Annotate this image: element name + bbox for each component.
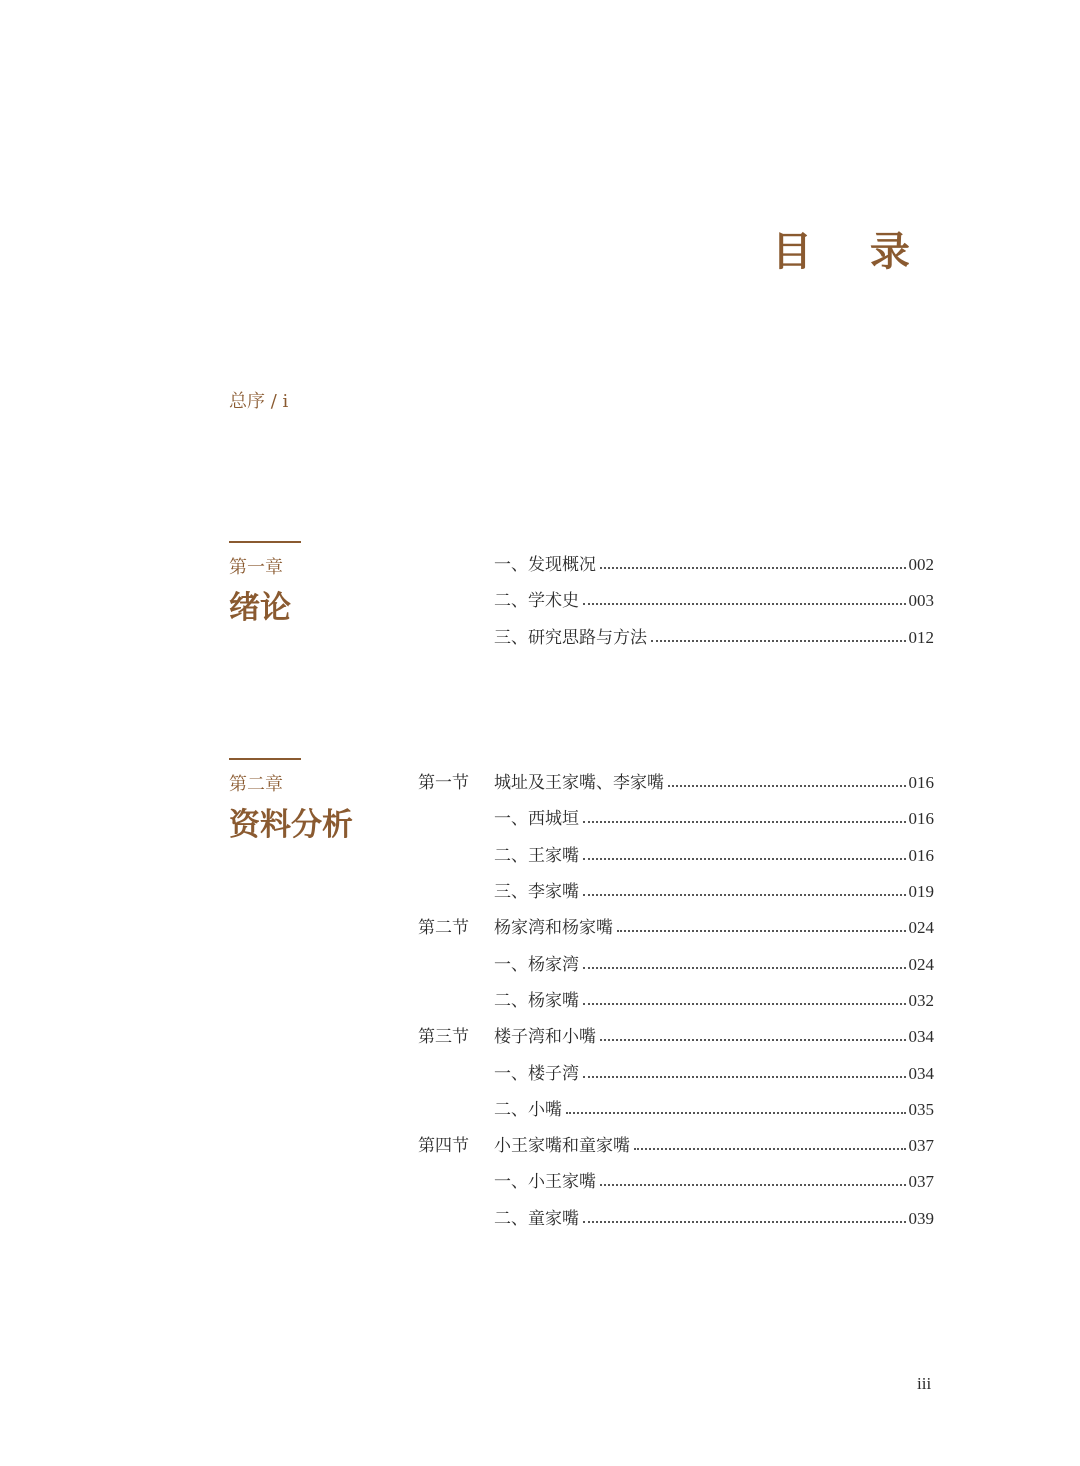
toc-list-chapter-1	[418, 547, 934, 656]
dot-leader	[583, 894, 906, 896]
toc-page-number: 032	[908, 990, 934, 1010]
toc-page-number: 024	[908, 918, 934, 938]
chapter-title: 绪论	[229, 590, 291, 626]
dot-leader	[600, 567, 906, 569]
toc-entry-label: 楼子湾和小嘴	[494, 1027, 596, 1048]
toc-section-label: 第一节	[418, 773, 469, 794]
toc-entry[interactable]	[418, 801, 934, 837]
preface-entry[interactable]: 总序 / i	[229, 391, 289, 412]
toc-page-number: 034	[908, 1027, 934, 1047]
toc-page-number: 016	[908, 773, 934, 793]
toc-entry[interactable]	[418, 874, 934, 910]
dot-leader	[634, 1148, 906, 1150]
page-number: iii	[917, 1374, 932, 1393]
toc-entry-label: 二、杨家嘴	[494, 990, 579, 1011]
chapter-number: 第二章	[229, 774, 283, 795]
toc-page-number: 039	[908, 1208, 934, 1228]
dot-leader	[651, 640, 906, 642]
chapter-heading-2	[229, 758, 439, 847]
dot-leader	[583, 1221, 906, 1223]
toc-page-number: 016	[908, 845, 934, 865]
toc-entry[interactable]	[418, 583, 934, 619]
toc-section-label: 第三节	[418, 1027, 469, 1048]
toc-entry-label: 一、杨家湾	[494, 954, 579, 975]
toc-page-number: 003	[908, 591, 934, 611]
dot-leader	[668, 785, 906, 787]
toc-entry[interactable]	[418, 946, 934, 982]
toc-entry-label: 一、楼子湾	[494, 1063, 579, 1084]
toc-entry[interactable]	[418, 983, 934, 1019]
dot-leader	[583, 821, 906, 823]
toc-entry[interactable]	[418, 1092, 934, 1128]
toc-entry-label: 小王家嘴和童家嘴	[494, 1136, 630, 1157]
toc-entry-label: 二、小嘴	[494, 1099, 562, 1120]
toc-entry-label: 城址及王家嘴、李家嘴	[494, 773, 664, 794]
toc-page-number: 016	[908, 809, 934, 829]
dot-leader	[583, 967, 906, 969]
toc-entry-label: 二、童家嘴	[494, 1208, 579, 1229]
toc-entry[interactable]	[418, 1055, 934, 1091]
toc-entry[interactable]	[418, 620, 934, 656]
dot-leader	[583, 603, 906, 605]
page-title: 目 录	[772, 228, 932, 275]
chapter-divider	[229, 758, 301, 760]
toc-entry-label: 杨家湾和杨家嘴	[494, 918, 613, 939]
toc-page-number: 037	[908, 1136, 934, 1156]
toc-page-number: 002	[908, 555, 934, 575]
chapter-divider	[229, 541, 301, 543]
chapter-heading-1	[229, 541, 439, 630]
chapter-title: 资料分析	[229, 807, 353, 843]
toc-entry-label: 一、小王家嘴	[494, 1172, 596, 1193]
dot-leader	[583, 1076, 906, 1078]
toc-page-number: 019	[908, 882, 934, 902]
toc-entry-label: 二、王家嘴	[494, 845, 579, 866]
toc-page-number: 024	[908, 954, 934, 974]
toc-page-number: 037	[908, 1172, 934, 1192]
toc-page-number: 034	[908, 1063, 934, 1083]
chapter-number: 第一章	[229, 557, 283, 578]
toc-entry-label: 三、李家嘴	[494, 882, 579, 903]
toc-entry-label: 二、学术史	[494, 591, 579, 612]
toc-entry[interactable]	[418, 1019, 934, 1055]
toc-entry-label: 一、发现概况	[494, 555, 596, 576]
toc-entry[interactable]	[418, 547, 934, 583]
toc-entry[interactable]	[418, 1128, 934, 1164]
dot-leader	[583, 1003, 906, 1005]
toc-entry[interactable]	[418, 1201, 934, 1237]
toc-entry[interactable]	[418, 910, 934, 946]
toc-page-number: 035	[908, 1099, 934, 1119]
dot-leader	[617, 930, 906, 932]
toc-entry[interactable]	[418, 1164, 934, 1200]
toc-section-label: 第二节	[418, 918, 469, 939]
toc-entry-label: 一、西城垣	[494, 809, 579, 830]
toc-entry[interactable]	[418, 838, 934, 874]
toc-entry-label: 三、研究思路与方法	[494, 627, 647, 648]
dot-leader	[583, 858, 906, 860]
toc-list-chapter-2	[418, 765, 934, 1237]
toc-section-label: 第四节	[418, 1136, 469, 1157]
toc-entry[interactable]	[418, 765, 934, 801]
dot-leader	[600, 1184, 906, 1186]
dot-leader	[566, 1112, 906, 1114]
toc-page-number: 012	[908, 627, 934, 647]
dot-leader	[600, 1039, 906, 1041]
